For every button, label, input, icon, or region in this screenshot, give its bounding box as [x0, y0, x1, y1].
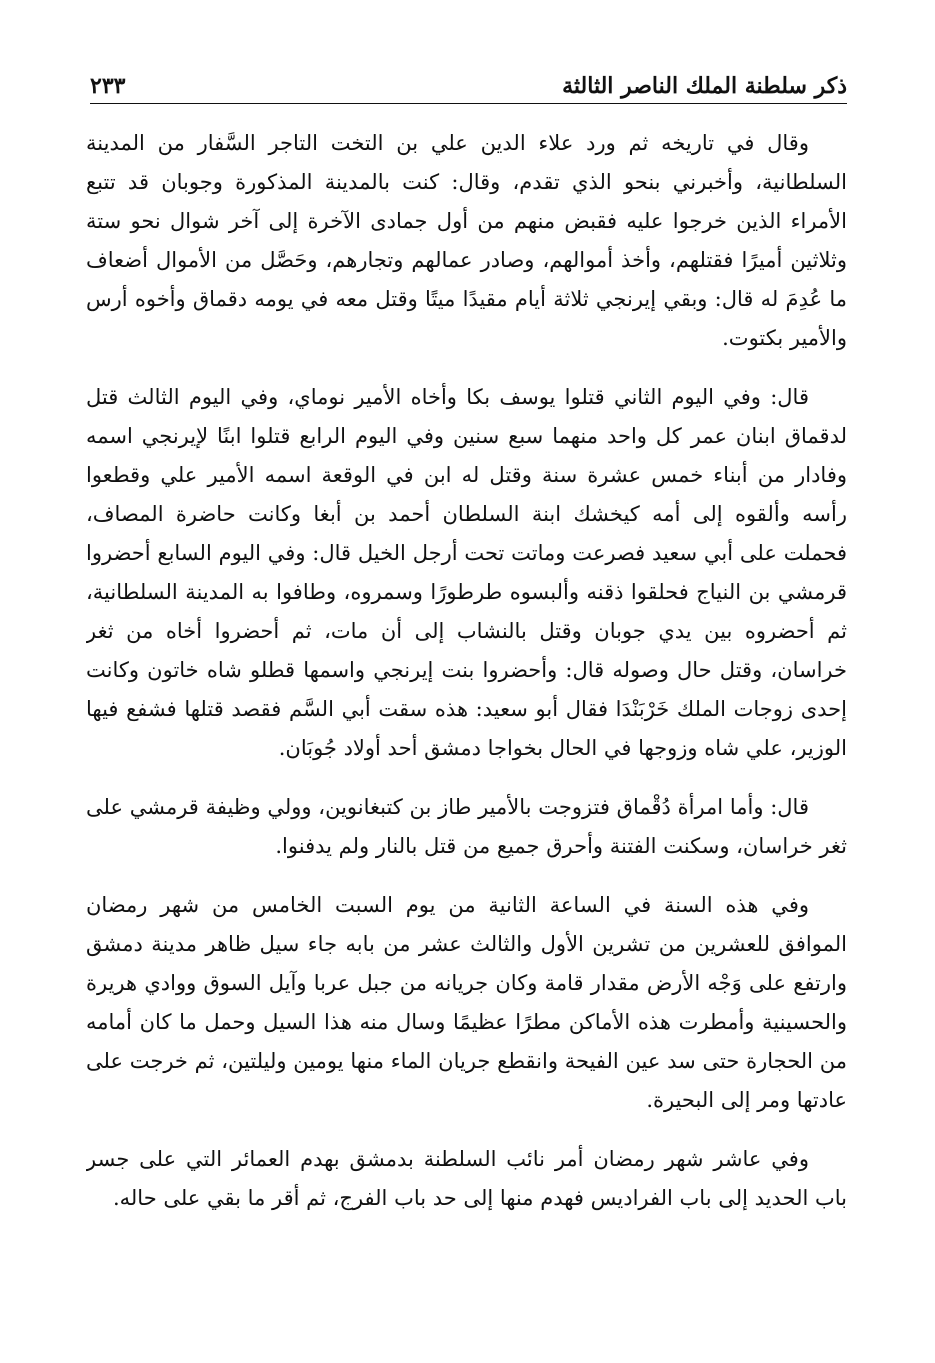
paragraph: وفي عاشر شهر رمضان أمر نائب السلطنة بدمشق بهدم العمائر التي على جسر باب الحديد إلى باب الفراديس فهدم منها إلى حد باب الفرج، ثم أقر ما بقي على حاله. — [86, 1147, 847, 1210]
paragraph: وفي هذه السنة في الساعة الثانية من يوم السبت الخامس من شهر رمضان الموافق للعشرين من تشرين الأول والثالث عشر من بابه جاء سيل ظاهر مدينة دمشق وارتفع على وَجْه الأرض مقدار قامة وكان جريانه من جبل عربا وآيل السوق ووادي هريرة والحسينية وأمطرت هذه الأماكن مطرًا عظيمًا وسال منه هذا السيل وحمل ما كان أمامه من الحجارة حتى سد عين الفيحة وانقطع جريان الماء منها يومين وليلتين، ثم خرجت على عادتها ومر إلى البحيرة. — [86, 893, 847, 1112]
running-header — [90, 66, 847, 104]
running-title: ذكر سلطنة الملك الناصر الثالثة — [562, 73, 847, 99]
paragraph: قال: وفي اليوم الثاني قتلوا يوسف بكا وأخاه الأمير نوماي، وفي اليوم الثالث قتل لدقماق ابنان عمر كل واحد منهما سبع سنين وفي اليوم الرابع قتلوا ابنًا لإيرنجي اسمه وفادار من أبناء خمس عشرة سنة وقتل له ابن في الوقعة اسمه الأمير علي وقطعوا رأسه وألقوه إلى أمه كيخشك ابنة السلطان أحمد بن أبغا وكانت حاضرة المصاف، فحملت على أبي سعيد فصرعت وماتت تحت أرجل الخيل قال: وفي اليوم السابع أحضروا قرمشي بن النياج فحلقوا ذقنه وألبسوه طرطورًا وسمروه، وطافوا به المدينة السلطانية، ثم أحضروه بين يدي جوبان وقتل بالنشاب إلى أن مات، ثم أحضروا أخاه من ثغر خراسان، وقتل حال وصوله قال: وأحضروا بنت إيرنجي واسمها قطلو شاه خاتون وكانت إحدى زوجات الملك خَرْبَنْدَا فقال أبو سعيد: هذه سقت أبي السَّم فقصد قتلها فشفع فيها الوزير، علي شاه وزوجها في الحال بخواجا دمشق أحد أولاد جُوبَان. — [86, 385, 847, 760]
page-number: ٢٣٣ — [90, 73, 126, 99]
paragraph: قال: وأما امرأة دُقْماق فتزوجت بالأمير طاز بن كتبغانوين، وولي وظيفة قرمشي على ثغر خراسان، وسكنت الفتنة وأحرق جميع من قتل بالنار ولم يدفنوا. — [86, 795, 847, 858]
body-text — [86, 124, 847, 1323]
paragraph: وقال في تاريخه ثم ورد علاء الدين علي بن التخت التاجر السَّفار من المدينة السلطانية، وأخبرني بنحو الذي تقدم، وقال: كنت بالمدينة المذكورة وجوبان قد تتبع الأمراء الذين خرجوا عليه فقبض منهم من أول جمادى الآخرة إلى آخر شوال نحو ستة وثلاثين أميرًا فقتلهم، وأخذ أموالهم، وصادر عمالهم وتجارهم، وحَصَّل من الأموال أضعاف ما عُدِمَ له قال: وبقي إيرنجي ثلاثة أيام مقيدًا ميتًا وقتل معه في يومه دقماق وأخوه أرس والأمير بكتوت. — [86, 131, 847, 350]
